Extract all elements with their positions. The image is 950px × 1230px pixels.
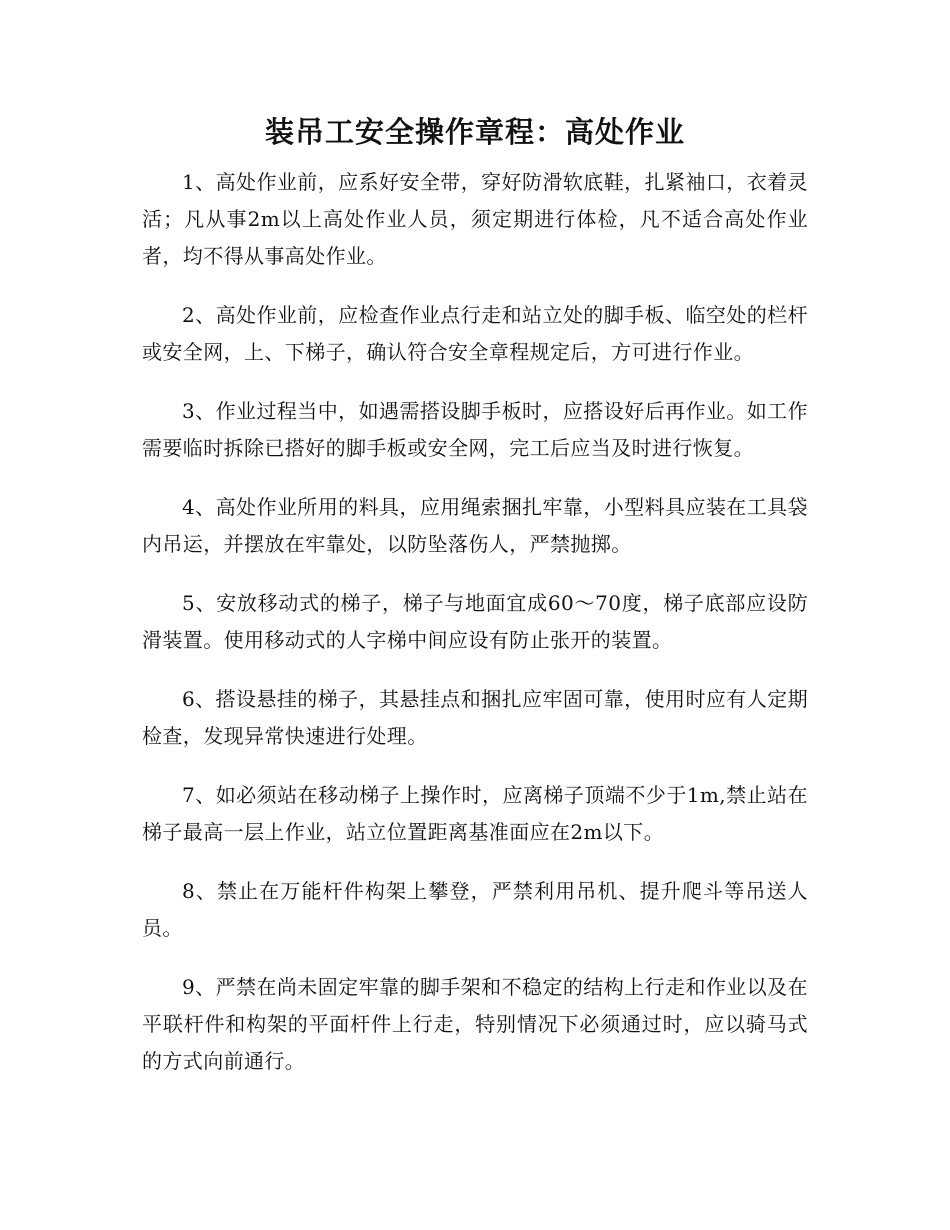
rule-paragraph-7: 7、如必须站在移动梯子上操作时，应离梯子顶端不少于1m,禁止站在梯子最高一层上作业，站立位置距离基准面应在2m以下。 — [142, 783, 808, 844]
rule-paragraph-8: 8、禁止在万能杆件构架上攀登，严禁利用吊机、提升爬斗等吊送人员。 — [142, 879, 808, 940]
rule-paragraph-9: 9、严禁在尚未固定牢靠的脚手架和不稳定的结构上行走和作业以及在平联杆件和构架的平面杆件上行走，特别情况下必须通过时，应以骑马式的方式向前通行。 — [142, 975, 808, 1073]
document-title: 装吊工安全操作章程：高处作业 — [264, 115, 685, 149]
rule-paragraph-1: 1、高处作业前，应系好安全带，穿好防滑软底鞋，扎紧袖口，衣着灵活；凡从事2m以上高处作业人员，须定期进行体检，凡不适合高处作业者，均不得从事高处作业。 — [142, 170, 808, 268]
rule-paragraph-3: 3、作业过程当中，如遇需搭设脚手板时，应搭设好后再作业。如工作需要临时拆除已搭好的脚手板或安全网，完工后应当及时进行恢复。 — [142, 399, 808, 460]
rule-paragraph-4: 4、高处作业所用的料具，应用绳索捆扎牢靠，小型料具应装在工具袋内吊运，并摆放在牢靠处，以防坠落伤人，严禁抛掷。 — [142, 495, 808, 556]
rule-paragraph-5: 5、安放移动式的梯子，梯子与地面宜成60～70度，梯子底部应设防滑装置。使用移动式的人字梯中间应设有防止张开的装置。 — [142, 591, 808, 652]
document-body — [142, 164, 808, 1102]
rule-paragraph-2: 2、高处作业前，应检查作业点行走和站立处的脚手板、临空处的栏杆或安全网，上、下梯子，确认符合安全章程规定后，方可进行作业。 — [142, 303, 808, 364]
rule-paragraph-6: 6、搭设悬挂的梯子，其悬挂点和捆扎应牢固可靠，使用时应有人定期检查，发现异常快速进行处理。 — [142, 687, 808, 748]
